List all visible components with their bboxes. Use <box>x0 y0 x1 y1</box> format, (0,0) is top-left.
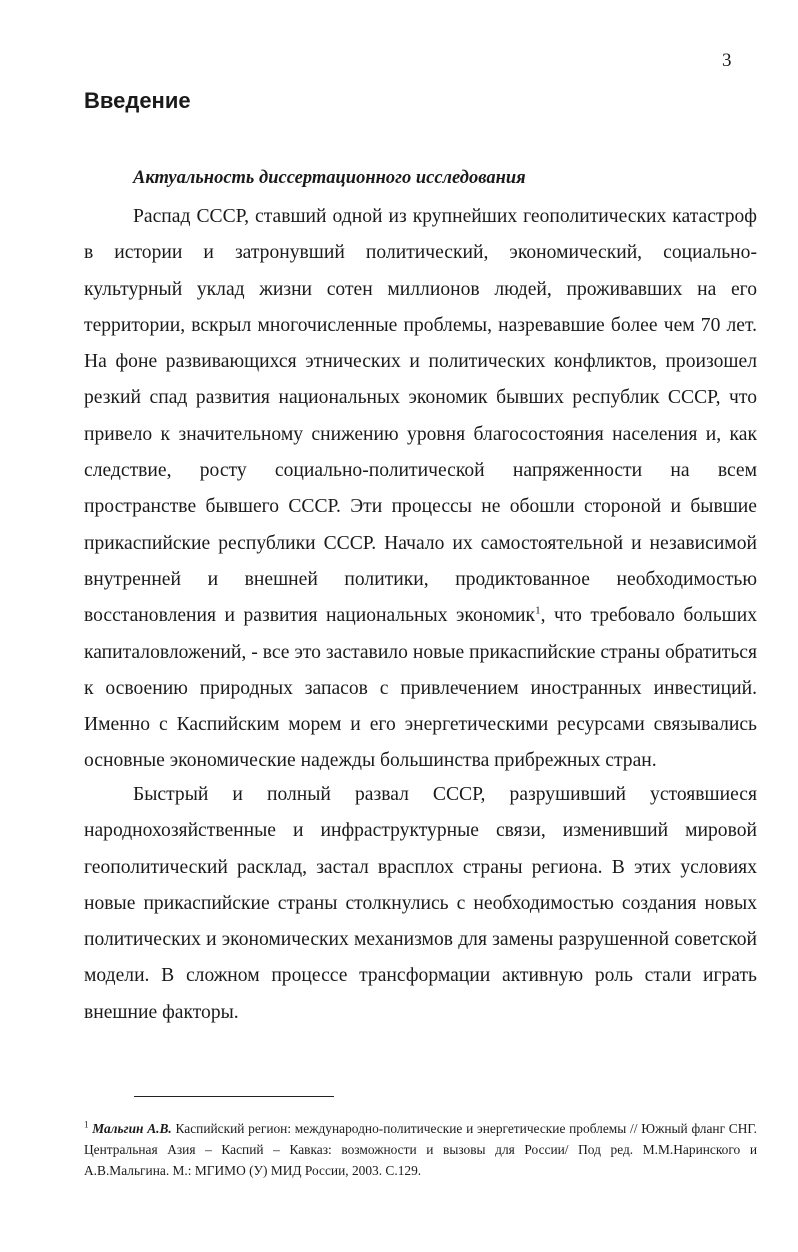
footnote-author: Мальгин А.В. <box>92 1121 172 1136</box>
subsection-heading: Актуальность диссертационного исследования <box>133 168 526 188</box>
footnote <box>84 1118 757 1181</box>
body-paragraph-1 <box>84 199 757 780</box>
footnote-separator <box>134 1096 334 1097</box>
page-number: 3 <box>722 50 732 71</box>
footnote-reference[interactable]: 1 <box>535 604 541 617</box>
section-heading: Введение <box>84 88 191 113</box>
paragraph-text-part: Распад СССР, ставший одной из крупнейших геополитических катастроф в истории и затронувший политический, экономический, социально-культурный уклад жизни сотен миллионов людей, проживавших на его территории, вскрыл многочисленные проблемы, назревавшие более чем 70 лет. На фоне развивающихся этнических и политических конфликтов, произошел резкий спад развития национальных экономик бывших республик СССР, что привело к значительному снижению уровня благосостояния населения и, как следствие, росту социально-политической напряженности на всем пространстве бывшего СССР. Эти процессы не обошли стороной и бывшие прикаспийские республики СССР. Начало их самостоятельной и независимой внутренней и внешней политики, продиктованное необходимостью восстановления и развития национальных экономик <box>84 206 757 627</box>
body-paragraph-2 <box>84 777 757 1031</box>
paragraph-text-part: , что требовало больших капиталовложений, - все это заставило новые прикаспийские страны обратиться к освоению природных запасов с привлечением иностранных инвестиций. Именно с Каспийским морем и его энергетическими ресурсами связывались основные экономические надежды большинства прибрежных стран. <box>84 605 758 772</box>
paragraph-text <box>84 199 757 780</box>
paragraph-text: Быстрый и полный развал СССР, разрушивший устоявшиеся народнохозяйственные и инфраструктурные связи, изменивший мировой геополитический расклад, застал врасплох страны региона. В этих условиях новые прикаспийские страны столкнулись с необходимостью создания новых политических и экономических механизмов для замены разрушенной советской модели. В сложном процессе трансформации активную роль стали играть внешние факторы. <box>84 784 757 1023</box>
footnote-number: 1 <box>84 1119 89 1130</box>
footnote-text: Каспийский регион: международно-политические и энергетические проблемы // Южный фланг СНГ. Центральная Азия – Каспий – Кавказ: возможности и вызовы для России/ Под ред. М.М.Наринского и А.В.Мальгина. М.: МГИМО (У) МИД России, 2003. С.129. <box>84 1121 757 1178</box>
